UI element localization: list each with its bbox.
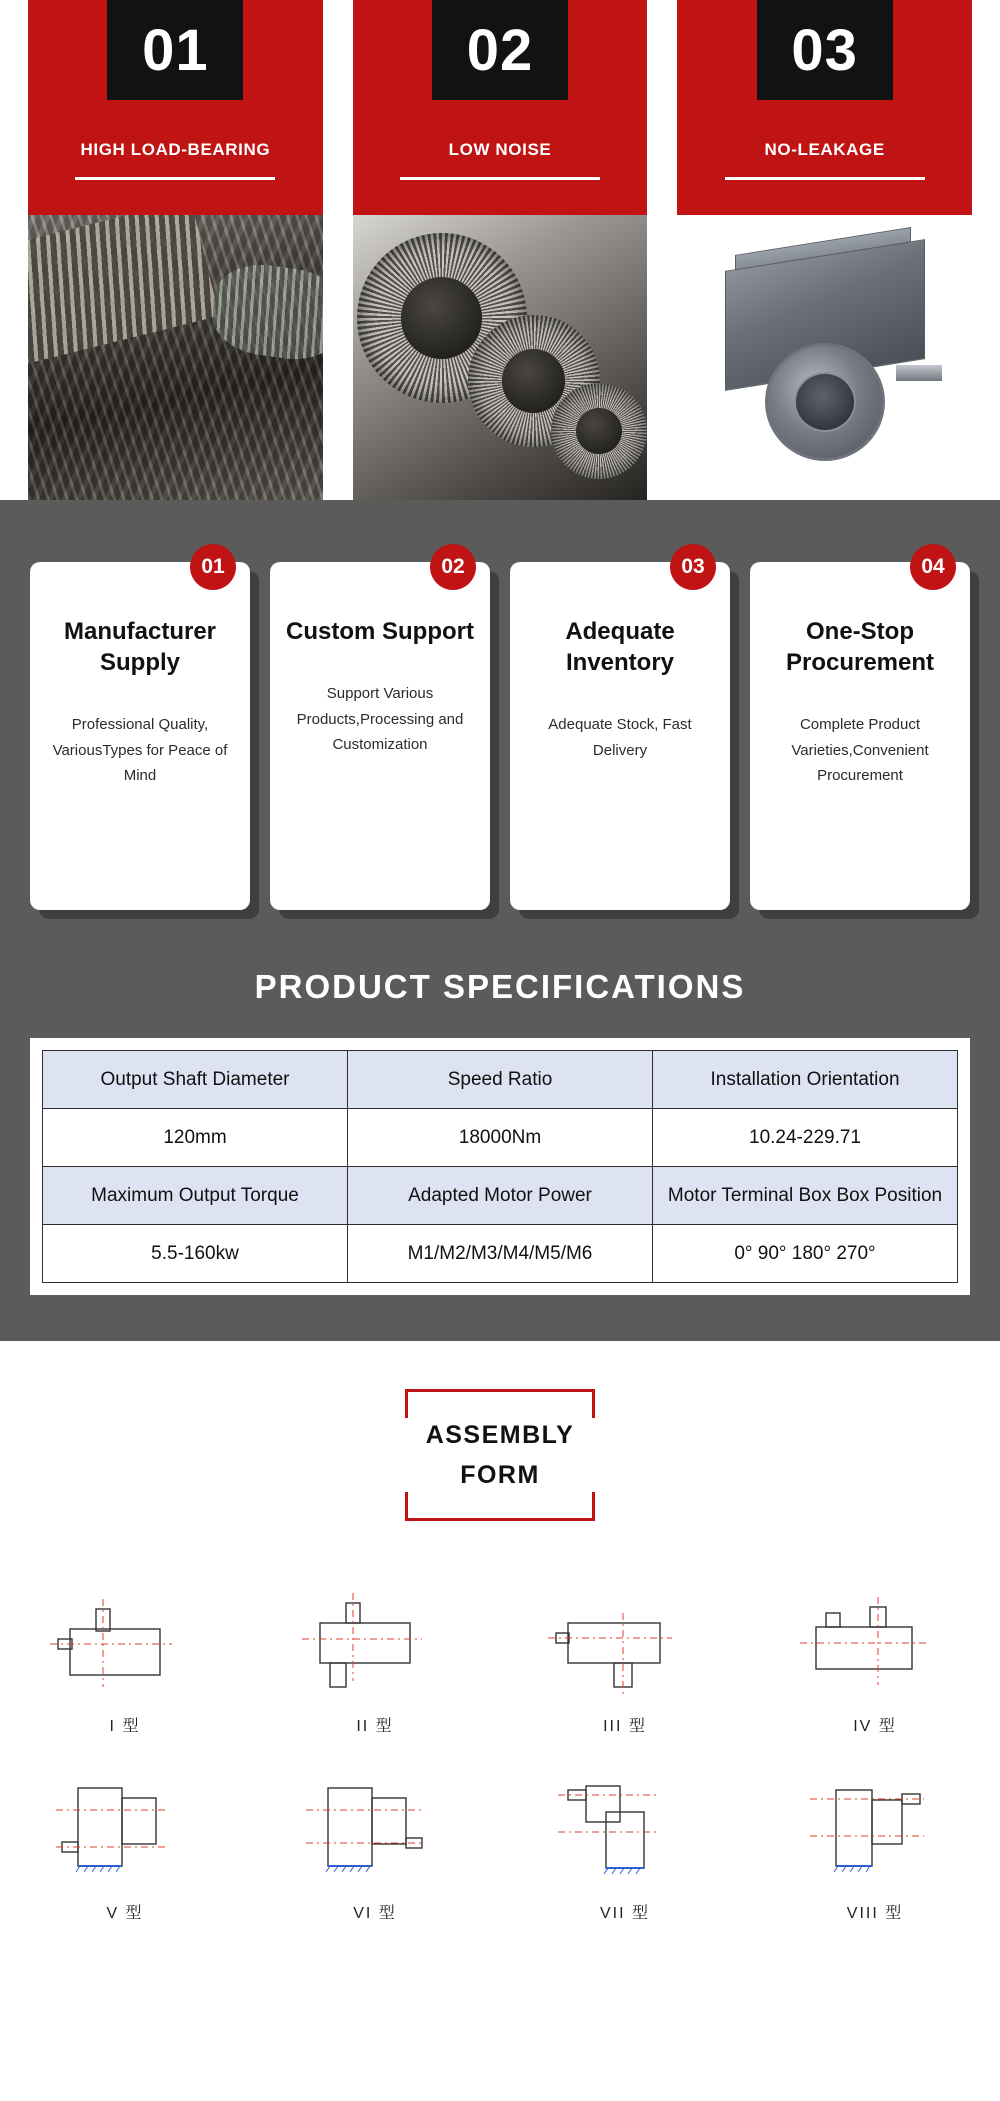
specs-value-cell: 5.5-160kw: [43, 1225, 348, 1283]
specs-header-cell: Installation Orientation: [653, 1051, 958, 1109]
table-row: [43, 1225, 958, 1283]
specs-value-cell: M1/M2/M3/M4/M5/M6: [348, 1225, 653, 1283]
specs-table: [42, 1050, 958, 1283]
bearing-bore: [576, 408, 622, 454]
feature-card-1-image: [28, 215, 323, 500]
advantage-card-2: [270, 555, 490, 910]
assembly-item-8-label: VIII 型: [846, 1905, 904, 1922]
feature-card-1: [28, 0, 323, 500]
table-row: [43, 1109, 958, 1167]
specs-heading: PRODUCT SPECIFICATIONS: [254, 968, 746, 1005]
advantage-card-3: [510, 555, 730, 910]
feature-card-3: [677, 0, 972, 500]
bearing-ring-small: [551, 383, 647, 479]
assembly-item-4: [750, 1577, 1000, 1736]
advantage-card-2-description: Support Various Products,Processing and Customization: [296, 685, 464, 754]
assembly-item-8: [750, 1764, 1000, 1923]
assembly-heading-line-1: ASSEMBLY: [425, 1421, 575, 1449]
feature-card-2: [353, 0, 648, 500]
bearing-bore: [502, 349, 565, 412]
feature-card-1-header: [28, 0, 323, 215]
assembly-item-6-label: VI 型: [353, 1905, 397, 1922]
assembly-diagram-icon-5: [40, 1764, 210, 1894]
feature-card-2-number: 02: [432, 0, 568, 100]
assembly-diagram-icon-4: [790, 1577, 960, 1707]
assembly-diagram-icon-8: [790, 1764, 960, 1894]
specs-value-cell: 10.24-229.71: [653, 1109, 958, 1167]
assembly-item-2-label: II 型: [356, 1718, 394, 1735]
gearbox-input-shaft: [896, 365, 942, 381]
feature-card-2-image: [353, 215, 648, 500]
assembly-item-5: [0, 1764, 250, 1923]
specs-header-cell: Adapted Motor Power: [348, 1167, 653, 1225]
assembly-item-3-label: III 型: [603, 1718, 647, 1735]
advantage-card-1: [30, 555, 250, 910]
assembly-diagram-icon-2: [290, 1577, 460, 1707]
assembly-item-4-label: IV 型: [853, 1718, 897, 1735]
feature-card-1-title: HIGH LOAD-BEARING: [80, 140, 271, 159]
specs-header-cell: Output Shaft Diameter: [43, 1051, 348, 1109]
feature-card-3-number: 03: [757, 0, 893, 100]
assembly-form-section: [0, 1341, 1000, 1963]
feature-card-1-number: 01: [107, 0, 243, 100]
assembly-heading: [405, 1389, 595, 1521]
advantage-card-1-badge: 01: [190, 544, 236, 590]
feature-highlights-section: [0, 0, 1000, 500]
bearing-bore: [401, 277, 483, 359]
feature-card-3-header: [677, 0, 972, 215]
advantage-card-4: [750, 555, 970, 910]
advantage-card-4-badge: 04: [910, 544, 956, 590]
advantage-card-1-description: Professional Quality, VariousTypes for Peace of Mind: [52, 716, 228, 785]
assembly-item-6: [250, 1764, 500, 1923]
assembly-item-3: [500, 1577, 750, 1736]
assembly-diagram-grid: [0, 1577, 1000, 1923]
advantage-card-4-title: One-Stop Procurement: [785, 618, 935, 677]
assembly-diagram-icon-1: [40, 1577, 210, 1707]
feature-card-1-divider: [75, 177, 275, 180]
advantages-row: [30, 555, 970, 910]
helical-gear-shafts-photo: [28, 215, 323, 500]
assembly-diagram-icon-7: [540, 1764, 710, 1894]
assembly-item-1-label: I 型: [109, 1718, 141, 1735]
advantage-card-4-description: Complete Product Varieties,Convenient Procurement: [791, 716, 929, 785]
feature-card-3-title: NO-LEAKAGE: [764, 140, 885, 159]
advantage-card-3-description: Adequate Stock, Fast Delivery: [548, 716, 692, 759]
assembly-item-1: [0, 1577, 250, 1736]
feature-card-2-title: LOW NOISE: [448, 140, 552, 159]
gearbox-product-photo: [677, 215, 972, 500]
assembly-item-2: [250, 1577, 500, 1736]
table-row: [43, 1051, 958, 1109]
gearbox-output-flange: [765, 343, 885, 461]
specs-value-cell: 0° 90° 180° 270°: [653, 1225, 958, 1283]
advantage-card-3-badge: 03: [670, 544, 716, 590]
advantages-section: [0, 500, 1000, 910]
assembly-item-7-label: VII 型: [599, 1905, 650, 1922]
feature-card-2-header: [353, 0, 648, 215]
advantage-card-1-title: Manufacturer Supply: [63, 618, 217, 677]
assembly-diagram-icon-3: [540, 1577, 710, 1707]
specs-value-cell: 18000Nm: [348, 1109, 653, 1167]
product-specifications-section: [0, 910, 1000, 1341]
specs-header-cell: Speed Ratio: [348, 1051, 653, 1109]
assembly-item-7: [500, 1764, 750, 1923]
specs-header-cell: Maximum Output Torque: [43, 1167, 348, 1225]
table-row: [43, 1167, 958, 1225]
specs-value-cell: 120mm: [43, 1109, 348, 1167]
feature-card-2-divider: [400, 177, 600, 180]
advantage-card-2-title: Custom Support: [286, 618, 474, 645]
advantage-card-3-title: Adequate Inventory: [565, 618, 675, 677]
specs-header-cell: Motor Terminal Box Box Position: [653, 1167, 958, 1225]
assembly-item-5-label: V 型: [106, 1905, 144, 1922]
gear-bearing-rings-photo: [353, 215, 648, 500]
assembly-heading-line-2: FORM: [460, 1461, 540, 1489]
assembly-diagram-icon-6: [290, 1764, 460, 1894]
specs-panel: [30, 1038, 970, 1295]
feature-card-3-divider: [725, 177, 925, 180]
feature-card-3-image: [677, 215, 972, 500]
advantage-card-2-badge: 02: [430, 544, 476, 590]
